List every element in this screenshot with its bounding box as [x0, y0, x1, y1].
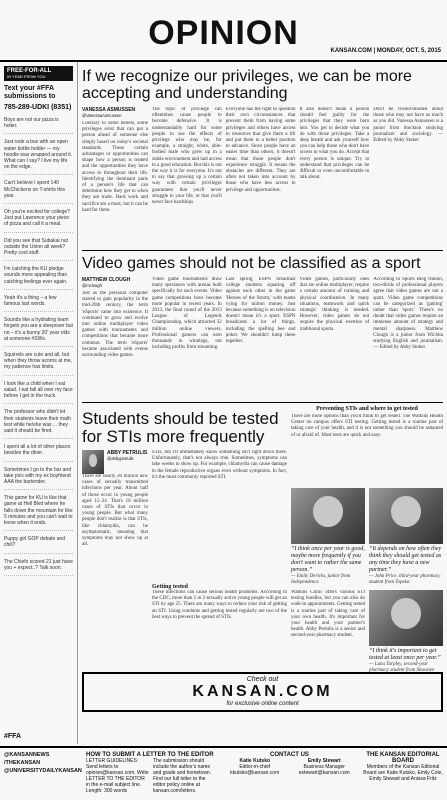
quote-attribution: — Lana Tarpley, second-year pharmacy student from Shawnee	[369, 662, 435, 673]
tweet-item: Just rode a bus with an open water bottle holder — my hoodie was wrapped around it. What can I say? I live my life on the edge.	[4, 139, 73, 175]
tweet-item: Boys are not our pizza is holier.	[4, 117, 73, 134]
article-column: The topic of privilege can oftentimes cause people to become defensive. It is understandably hard for some people to see the effects of privilege who may be, for example, a straight, white, able-bodied male who grew up in a stable environment and had access to a good education. But this is not the way it is for everyone. It's not to say that growing up a certain way with certain privileges guarantees that you'll never struggle in your life, or that you'll never face hardships.	[152, 107, 222, 206]
tweet-list	[4, 117, 73, 576]
article-column: Don't be closed-minded about those who may not have as much as you did. Vanessa Asmussen is a junior from Stockton studying journalism and sociology. — Edited by Abby Stoker	[373, 107, 443, 144]
tweet-item: Did you see that Subakai nut outside the Union all week? Pretty cool stuff.	[4, 238, 73, 262]
article-column: There are nearly 20 million new cases of sexually transmitted infections per year. About half of those occur in young people aged 15–24. That's 10 million cases of STIs that occur in young people. But what many people don't realize is that STIs, like chlamydia, can be asymptomatic, meaning that symptoms may not show up at all.	[82, 474, 148, 548]
article-column: Video games, particularly ones that are online multiplayer, require a certain amount of training and physical coordination. In many situations, teamwork and quick strategic thinking is needed. However, video games do not require the physical exertion of traditional sports.	[299, 277, 370, 332]
tweet-item: I'm catching the KU pledge sounds more appealing than catching feelings ever again.	[4, 266, 73, 290]
author-photo	[82, 450, 104, 474]
contact-info: CONTACT US Katie Kutsko Editor-in-chief kkutsko@kansan.com Emily Stewart Business Manager estewart@kansan.com	[230, 752, 350, 776]
article-column: STIs, but I'll immediately know something isn't right down there. Unfortunately, that's not always true. Sometimes, symptoms can take weeks to show up. For example, chlamydia can cause damage to the female reproductive organs even without symptoms. In fact, it's the most commonly reported STI.	[152, 450, 287, 480]
submit-letter-info: HOW TO SUBMIT A LETTER TO THE EDITOR LETTER GUIDELINES: Send letters to opinion@kansan.com. Write LETTER TO THE EDITOR in the e-mail subject line. Length: 300 words The submission should include the author's name and grade and hometown. Find our full letter to the editor policy online at kansan.com/letters.	[86, 752, 214, 794]
article-headline: Video games should not be classified as a sport	[82, 255, 421, 272]
divider	[82, 402, 443, 403]
facebook-link[interactable]: /THEKANSAN	[4, 760, 41, 766]
ad-line1: Check out	[246, 676, 279, 683]
subhead: Preventing STIs and where to get tested	[316, 406, 418, 412]
editorial-board: THE KANSAN EDITORIAL BOARD Members of the Kansan Editorial Board are Katie Kutsko, Emily Cole, Emily Stewart and Anissa Fritz	[363, 752, 443, 782]
article-column: Watkins Clinic offers various STI testing bundles, but you can also do walk-in appointments. Getting tested is a routine part of taking care of your own health. It's important for your health and your partner's health. Abby Petrulis is a senior and second-year pharmacy student.	[291, 590, 365, 639]
quote-attribution: — John Price, third-year pharmacy student from Topeka	[369, 574, 441, 585]
social-links	[4, 752, 82, 776]
article-headline: Students should be tested for STIs more frequently	[82, 409, 279, 446]
sidebar-footer: #FFA	[4, 733, 22, 740]
article-sti-testing	[82, 406, 443, 700]
tweet-item: Sounds like a hydrating team forgets you are a sleepover but no – it's a bunny 20' year olds at someone #SWs.	[4, 317, 73, 347]
sidebar-feature-title: FREE-FOR-ALL IN YEAR FROM YOU	[4, 66, 73, 81]
student-photo	[291, 488, 365, 544]
divider	[82, 250, 443, 251]
article-headline: If we recognize our privileges, we can be more accepting and understanding	[82, 68, 412, 102]
tweet-item: I look like a child when I eat salad. I eat fall all over my face before I get in the truck.	[4, 381, 73, 405]
article-column: Last spring, ESPN broadcast college students squaring off against each other in the game 'Heroes of the Storm,' with teams vying for tuition money. Just because something is on television doesn't mean it's a sport. ESPN broadcasts a lot of things, including the spelling bee and poker. We shouldn't lump these together.	[225, 277, 296, 345]
article-column: Contrary to some beliefs, some privileges exist that can put a person ahead of someone else simply based on today's societal standards. These certain advantages or opportunities can shape how a person is treated and the opportunities they have access to throughout their life. Identifying the dominant parts of a person's life that can determine how they get to when they are trade. Hard work and sacrifice are a must, but it can be hard for them.	[82, 121, 148, 213]
quote-attribution: — Emily Dericks, junior from Independence	[291, 574, 351, 585]
article-column: There are more options than you'd think to get tested. The Watkins Health Center on campus offers STI testing. Getting tested is a routine part of taking care of your health, and it is not something you should be ashamed of or afraid of. Most tests are quick and easy.	[291, 414, 443, 438]
article-column: These infections can cause serious health problems. According to the CDC, more than 1 in 2 sexually active young people will get an STI by age 25. There are many ways to reduce your risk of getting an STI. Using condoms and getting tested regularly are two of the best ways to prevent the spread of STIs.	[152, 590, 287, 620]
article-byline: VANESSA ASMUSSEN @VanessaAsmussen	[82, 107, 136, 118]
tweet-item: The Chiefs scored 21 just have you + expect..? Talk soon.	[4, 559, 73, 576]
twitter-link[interactable]: @KANSANNEWS	[4, 752, 50, 758]
instagram-link[interactable]: @UNIVERSITYDAILYKANSAN	[4, 768, 82, 774]
kansan-ad-banner[interactable]	[82, 672, 443, 712]
article-column: It also doesn't mean a person should feel guilty for the privileges that they were born into. You get to decide what you do with those privileges. Take a deep breath and ask yourself how you can help those who don't have access to what you do. Accept that every person is unique. Try to understand that privileges can be difficult or even uncomfortable to talk about.	[299, 107, 370, 181]
pull-quote: “I think once per year is good, maybe more frequently if you don't want to rather the same person.”	[291, 546, 365, 573]
article-privilege	[82, 68, 443, 247]
subhead: Getting tested	[152, 584, 188, 590]
tweet-item: I spent all a lot of other places besides the diner.	[4, 444, 73, 461]
student-photo	[369, 590, 443, 646]
section-header	[0, 0, 447, 62]
article-byline: ABBY PETRULIS @abbypetrulis	[107, 450, 148, 461]
pull-quote: “I think it's important to get tested at least once per year.”	[369, 648, 441, 661]
free-for-all-sidebar	[0, 62, 78, 744]
sidebar-prompt: Text your #FFA submissions to	[4, 85, 56, 100]
article-column: Everyone has the right to question their own circumstances that prevent them from having some privileges and others have access to resources that give them a lift and put them in a better position to advance. Since people have an easier time than others, it doesn't mean that those people don't experience struggle. It means the obstacles are different. They are often not taken into account by those who have less access to privilege and opportunities.	[225, 107, 296, 193]
tweet-item: Oh you're excited for college? Just put Lawrence your piece of pizza and call it a meal.	[4, 209, 73, 233]
ad-line3: for exclusive online content	[226, 701, 299, 707]
tweet-item: Sometimes I go to the bar and take pics with my ex boyfriend AAA the bartender.	[4, 467, 73, 491]
dateline: KANSAN.COM | MONDAY, OCT. 5, 2015	[330, 48, 441, 54]
article-video-games	[82, 255, 443, 399]
tweet-item: Can't believe I spent 140 McChickens on T-shirts this year.	[4, 180, 73, 204]
tweet-item: The professor who didn't let their students leave their math test while he/she was ... they said it should be fired.	[4, 409, 73, 439]
student-photo	[369, 488, 443, 544]
article-column: Just as the personal computer started to gain popularity in the mid-20th century, the term 'eSports' came into existence. It continued to grow and evolve into online multiplayer video games with tournaments and competitions that became more common. The term 'eSports' became associated with events surrounding video games.	[82, 291, 148, 359]
page-footer	[0, 746, 447, 800]
section-title: OPINION	[148, 14, 299, 52]
tweet-item: Puppy girl GOP debate and chill?	[4, 536, 73, 553]
tweet-item: This game for KU is like that game at Hell Blvd where he falls down the mountain for like 5 minutes and you can't wait to know when it ends.	[4, 495, 73, 531]
main-column	[82, 64, 443, 700]
article-column: According to Sports Blog Nation, two-thirds of professional players agree that video games are not a sport. Video game competitions can be categorized as 'gaming' rather than 'sport.' There's no doubt that video games require an immense amount of strategy and mental sharpness. Matthew Clough is a junior from Wichita studying English and journalism. — Edited by Abby Stoker	[373, 277, 443, 351]
article-byline: MATTHEW CLOUGH @mclough	[82, 277, 131, 288]
ad-line2: KANSAN.COM	[192, 683, 333, 700]
tweet-item: Yeah it's a thing – a few famous last words.	[4, 295, 73, 312]
pull-quote: “It depends on how often they think they should get tested as any time they have a new partner.”	[369, 546, 442, 573]
tweet-item: Squirrels are cute and all, but when they throw acorns at me, my patience has limits.	[4, 352, 73, 376]
sidebar-number: 785-289-UDKI (8351)	[4, 104, 72, 111]
article-column: Video game tournaments draw many spectators with arenas built specifically for such events. Video game competitions have become more popular in recent years. In 2013, the final round of the 2013 League of Legends Championship, which attracted 32 million online viewers. Professional gamers can earn thousands in winnings, not including profits from streaming.	[152, 277, 222, 351]
